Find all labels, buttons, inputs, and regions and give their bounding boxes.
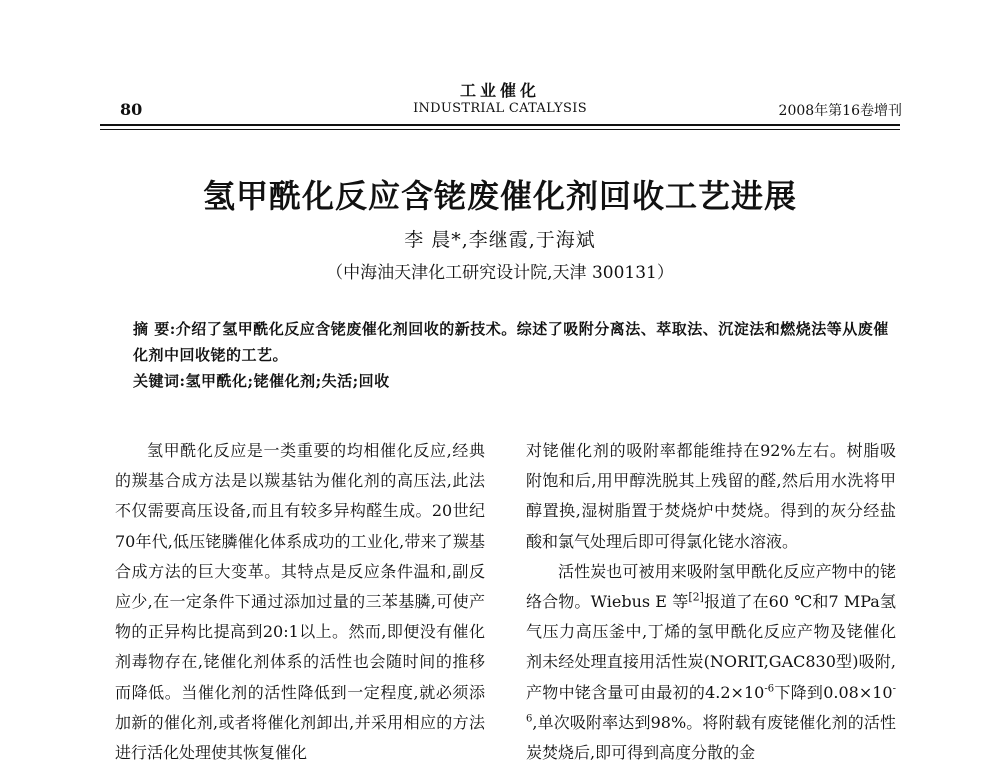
body-text: ,单次吸附率达到98%。将附载有废铑催化剂的活性炭焚烧后,即可得到高度分散的金 <box>526 712 896 763</box>
exponent: -6 <box>764 683 775 695</box>
page-number: 80 <box>120 100 143 119</box>
journal-name-cn: 工业催化 <box>459 81 540 100</box>
article-affiliation: （中海油天津化工研究设计院,天津 300131） <box>326 263 674 283</box>
issue-info: 2008年第16卷增刊 <box>778 103 902 119</box>
keywords-text: 氢甲酰化;铑催化剂;失活;回收 <box>185 372 390 390</box>
journal-name-en: INDUSTRIAL CATALYSIS <box>413 101 587 116</box>
article-title: 氢甲酰化反应含铑废催化剂回收工艺进展 <box>202 177 797 215</box>
abstract-text: 介绍了氢甲酰化反应含铑废催化剂回收的新技术。综述了吸附分离法、萃取法、沉淀法和燃烧法等从废催化剂中回收铑的工艺。 <box>133 320 889 364</box>
citation-ref: [2] <box>688 590 704 604</box>
abstract <box>133 316 893 368</box>
body-text: 活性炭也可被用来吸附氢甲酰化反应产物中的铑络合物。Wiebus E 等 <box>526 561 896 612</box>
body-paragraph: 氢甲酰化反应是一类重要的均相催化反应,经典的羰基合成方法是以羰基钴为催化剂的高压法,此法不仅需要高压设备,而且有较多异构醛生成。20世纪70年代,低压铑膦催化体系成功的工业化,带来了羰基合成方法的巨大变革。其特点是反应条件温和,副反应少,在一定条件下通过添加过量的三苯基膦,可使产物的正异构比提高到20:1以上。然而,即便没有催化剂毒物存在,铑催化剂体系的活性也会随时间的推移而降低。当催化剂的活性降低到一定程度,就必须添加新的催化剂,或者将催化剂卸出,并采用相应的方法进行活化处理使其恢复催化 <box>115 441 485 763</box>
body-text: 下降到0.08×10 <box>774 682 893 702</box>
article-authors: 李 晨*,李继霞,于海斌 <box>404 229 596 251</box>
header-rule-thin <box>100 129 900 130</box>
header-rule-thick <box>100 124 900 126</box>
body-column-right <box>526 436 896 768</box>
abstract-label: 摘 要: <box>133 320 176 338</box>
body-paragraph: 对铑催化剂的吸附率都能维持在92%左右。树脂吸附饱和后,用甲醇洗脱其上残留的醛,然后用水洗将甲醇置换,湿树脂置于焚烧炉中焚烧。得到的灰分经盐酸和氯气处理后即可得氯化铑水溶液。 <box>526 441 896 551</box>
body-column-left <box>115 436 485 768</box>
exponent: -6 <box>526 683 896 725</box>
keywords-label: 关键词: <box>133 372 186 390</box>
abstract-block <box>133 316 893 394</box>
keywords <box>133 368 893 394</box>
body-paragraph <box>526 557 896 768</box>
body-text: 报道了在60 ℃和7 MPa氢气压力高压釜中,丁烯的氢甲酰化反应产物及铑催化剂未经处理直接用活性炭(NORIT,GAC830型)吸附,产物中铑含量可由最初的4.2×10 <box>526 592 896 702</box>
